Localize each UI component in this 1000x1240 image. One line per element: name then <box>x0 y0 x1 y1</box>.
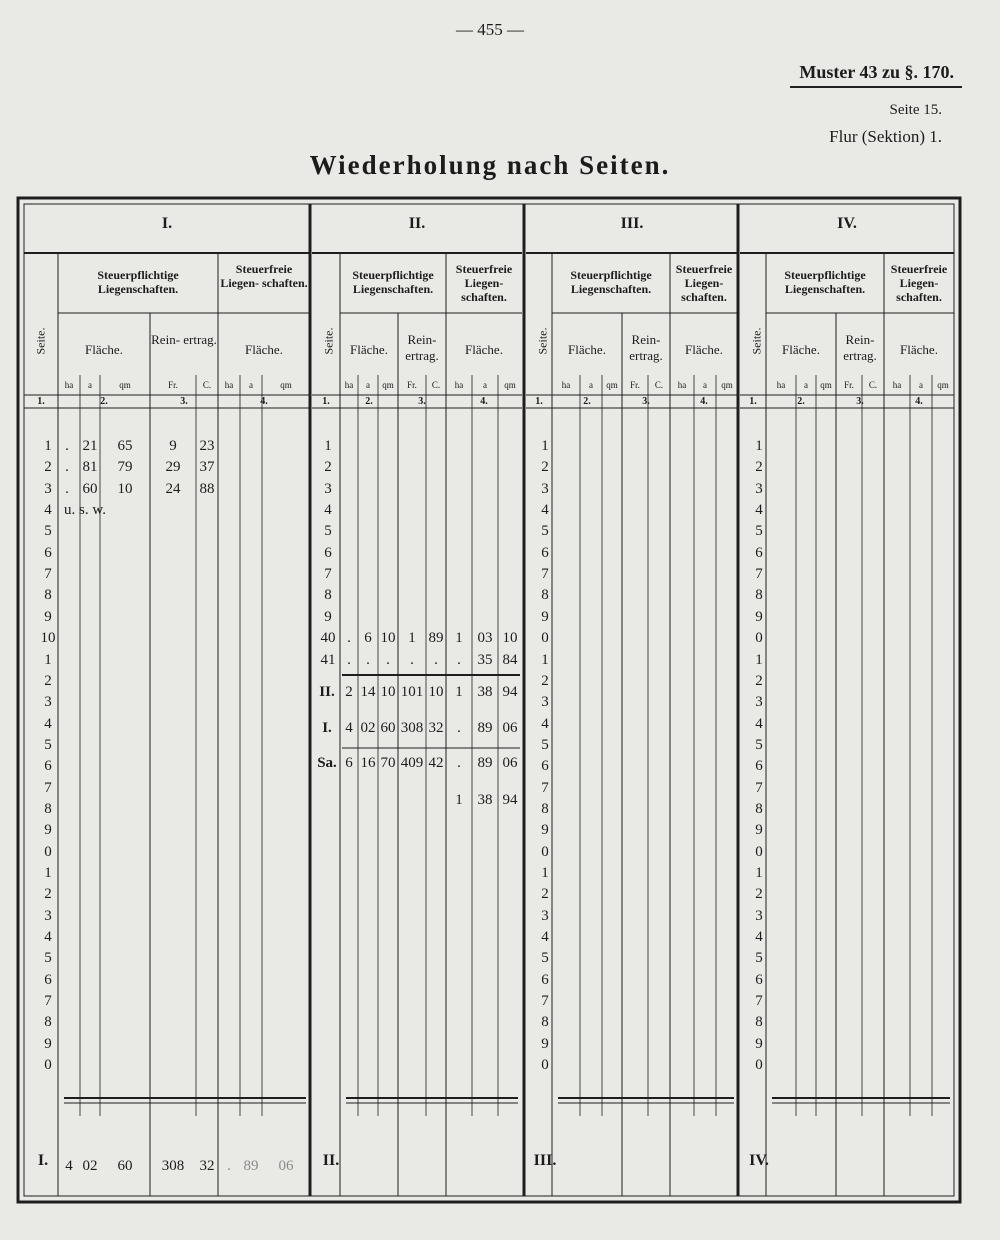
unit-a-2: a <box>366 380 370 390</box>
free-unit-qm-3: qm <box>721 380 733 390</box>
cell-c: 42 <box>428 755 444 771</box>
free-unit-qm-4: qm <box>937 380 949 390</box>
unit-c-4: C. <box>868 380 878 390</box>
cell-qm: 10 <box>117 480 133 497</box>
seite-number: 3 <box>324 480 332 497</box>
seite-number: 8 <box>324 587 332 604</box>
cell-free-qm: 10 <box>502 630 518 647</box>
steuerfreie-header-4: Steuerfreie Liegen- schaften. <box>890 262 948 304</box>
unit-ha-4: ha <box>776 380 786 390</box>
colno-3-4: 3. <box>856 396 864 407</box>
seite-number: 4 <box>44 715 52 732</box>
unit-ha-2: ha <box>344 380 354 390</box>
free-unit-ha-3: ha <box>677 380 687 390</box>
cell-free-a: 38 <box>477 792 493 808</box>
free-unit-qm-1: qm <box>280 380 292 390</box>
cell-ha: 6 <box>345 755 353 771</box>
form-reference: Muster 43 zu §. 170. <box>799 62 954 82</box>
cell-fr: 101 <box>400 684 424 700</box>
cell-a: 21 <box>82 438 98 454</box>
cell-a: 60 <box>82 480 98 497</box>
cell-free-ha: 1 <box>455 630 463 647</box>
cell-free-ha: . <box>457 651 461 668</box>
cell-a: . <box>366 651 370 668</box>
seite-header-2: Seite. <box>321 327 336 355</box>
seite-number: 0 <box>541 630 549 647</box>
cell-free-ha: . <box>457 755 461 771</box>
unit-qm-2: qm <box>382 380 394 390</box>
cell-c: 23 <box>199 438 215 454</box>
seite-number: 0 <box>44 1057 52 1074</box>
steuerfreie-header-3: Steuerfreie Liegen- schaften. <box>675 262 733 304</box>
unit-fr-2: Fr. <box>407 380 417 390</box>
cell-qm: 10 <box>380 630 396 647</box>
cell-a: 14 <box>360 684 376 700</box>
colno-2-3: 2. <box>583 396 591 407</box>
seite-number: 5 <box>755 523 763 540</box>
seite-number: 7 <box>755 779 763 796</box>
seite-number: 7 <box>541 993 549 1010</box>
colno-4-1: 4. <box>260 396 268 407</box>
unit-ha-1: ha <box>64 380 74 390</box>
cell-qm: 79 <box>117 459 133 476</box>
seite-number: 5 <box>541 523 549 540</box>
seite-number: 3 <box>541 907 549 924</box>
seite-number: 2 <box>755 672 763 689</box>
seite-header-3: Seite. <box>535 327 550 355</box>
seite-number: 9 <box>755 608 763 625</box>
seite-number: 8 <box>755 800 763 817</box>
total-fr: 308 <box>161 1158 185 1174</box>
cell-c: 37 <box>199 459 215 476</box>
steuerpflichtige-header-1: Steuerpflichtige Liegenschaften. <box>97 268 179 296</box>
seite-number: 5 <box>755 950 763 967</box>
colno-2-2: 2. <box>365 396 373 407</box>
reinertrag-header-2: Rein- ertrag. <box>405 332 439 363</box>
cell-c: 32 <box>428 720 444 736</box>
unit-qm-4: qm <box>820 380 832 390</box>
unit-ha-3: ha <box>561 380 571 390</box>
seite-number: 9 <box>541 822 549 839</box>
seite-number: 6 <box>755 758 763 775</box>
seite-number: 5 <box>44 523 52 540</box>
free-unit-ha-4: ha <box>892 380 902 390</box>
cell-free-ha: . <box>457 720 461 736</box>
seite-number: 9 <box>541 1035 549 1052</box>
cell-fr: . <box>410 651 414 668</box>
section-heading-2: II. <box>408 215 426 232</box>
colno-2-4: 2. <box>797 396 805 407</box>
seite-number: 0 <box>44 843 52 860</box>
seite-number: 4 <box>755 929 763 946</box>
seite-number: 7 <box>44 566 52 583</box>
cell-free-a: 38 <box>477 684 493 700</box>
reinertrag-header-4: Rein- ertrag. <box>843 332 877 363</box>
seite-number: 1 <box>324 438 332 454</box>
total-free-a: 89 <box>243 1158 259 1174</box>
page-title: Wiederholung nach Seiten. <box>309 150 671 180</box>
sum-label-sum_sa: Sa. <box>317 755 337 771</box>
cell-free-qm: 94 <box>502 792 518 808</box>
cell-a: 6 <box>364 630 372 647</box>
cell-qm: 65 <box>117 438 133 454</box>
seite-number: 9 <box>755 1035 763 1052</box>
seite-number: 40 <box>320 630 336 647</box>
seite-number: 1 <box>541 651 549 668</box>
reinertrag-header-3: Rein- ertrag. <box>629 332 663 363</box>
total-qm: 60 <box>117 1158 133 1174</box>
cell-ha: . <box>65 480 69 497</box>
cell-ha: 4 <box>345 720 353 736</box>
seite-number: 6 <box>44 544 52 561</box>
seite-number: 4 <box>541 715 549 732</box>
free-unit-qm-2: qm <box>504 380 516 390</box>
seite-number: 3 <box>44 480 52 497</box>
seite-number: 8 <box>44 800 52 817</box>
seite-number: 2 <box>44 672 52 689</box>
unit-c-3: C. <box>654 380 664 390</box>
seite-number: 8 <box>755 587 763 604</box>
colno-1-1: 1. <box>37 396 45 407</box>
seite-number: 6 <box>755 544 763 561</box>
free-unit-a-3: a <box>703 380 707 390</box>
seite-number: 7 <box>44 993 52 1010</box>
cell-free-qm: 06 <box>502 720 518 736</box>
sum-label-sum_i: I. <box>322 720 332 736</box>
seite-number: 8 <box>44 1014 52 1031</box>
colno-4-3: 4. <box>700 396 708 407</box>
seite-number: 10 <box>40 630 56 647</box>
seite-number: 3 <box>755 907 763 924</box>
seite-number: 1 <box>44 438 52 454</box>
seite-number: 8 <box>541 587 549 604</box>
cell-fr: 308 <box>400 720 424 736</box>
cell-qm: 60 <box>380 720 396 736</box>
cell-free-a: 35 <box>477 651 493 668</box>
seite-number: 9 <box>324 608 332 625</box>
seite-number: 7 <box>324 566 332 583</box>
total-free-qm: 06 <box>278 1158 294 1174</box>
steuerpflichtige-header-4: Steuerpflichtige Liegenschaften. <box>784 268 866 296</box>
steuerfreie-header-2: Steuerfreie Liegen- schaften. <box>455 262 513 304</box>
seite-number: 7 <box>755 566 763 583</box>
cell-ha: . <box>347 651 351 668</box>
seite-number: 1 <box>755 438 763 454</box>
seite-number: 2 <box>541 672 549 689</box>
cell-qm: 70 <box>380 755 396 771</box>
cell-c: 89 <box>428 630 444 647</box>
seite-number: 8 <box>541 1014 549 1031</box>
section-footer-2: II. <box>322 1152 340 1169</box>
unit-a-1: a <box>88 380 92 390</box>
sum-label-sum_ii: II. <box>319 684 335 700</box>
seite-number: 1 <box>755 865 763 881</box>
seite-number: 6 <box>541 971 549 988</box>
seite-number: 1 <box>541 438 549 454</box>
cell-fr: 409 <box>400 755 424 771</box>
colno-3-1: 3. <box>180 396 188 407</box>
seite-number: 1 <box>541 865 549 881</box>
colno-4-2: 4. <box>480 396 488 407</box>
seite-number: 2 <box>324 459 332 476</box>
free-unit-a-1: a <box>249 380 253 390</box>
usw-note: u. s. w. <box>64 502 106 519</box>
cell-c: 10 <box>428 684 444 700</box>
cell-free-qm: 06 <box>502 755 518 771</box>
unit-qm-1: qm <box>119 380 131 390</box>
section-heading-3: III. <box>620 215 644 232</box>
flaeche-header-3: Fläche. <box>568 342 606 357</box>
cell-free-a: 03 <box>477 630 493 647</box>
seite-number: 5 <box>44 736 52 753</box>
seite-number: 4 <box>541 929 549 946</box>
seite-number: 5 <box>44 950 52 967</box>
seite-number: 2 <box>44 886 52 903</box>
colno-2-1: 2. <box>100 396 108 407</box>
seite-number: 8 <box>755 1014 763 1031</box>
seite-number: 5 <box>541 950 549 967</box>
section-heading-1: I. <box>161 215 173 232</box>
free-flaeche-header-2: Fläche. <box>465 342 503 357</box>
seite-number: 7 <box>44 779 52 796</box>
seite-number: 3 <box>755 694 763 711</box>
seite-number: 2 <box>541 886 549 903</box>
seite-number: 0 <box>755 630 763 647</box>
seite-header-1: Seite. <box>33 327 48 355</box>
seite-number: 3 <box>541 480 549 497</box>
seite-number: 4 <box>44 929 52 946</box>
cell-c: . <box>434 651 438 668</box>
cell-free-ha: 1 <box>455 684 463 700</box>
cell-ha: 2 <box>345 684 353 700</box>
cell-qm: 10 <box>380 684 396 700</box>
steuerpflichtige-header-2: Steuerpflichtige Liegenschaften. <box>352 268 434 296</box>
seite-number: 0 <box>755 843 763 860</box>
seite-number: 4 <box>44 502 52 519</box>
cell-fr: 29 <box>165 459 181 476</box>
cell-free-qm: 94 <box>502 684 518 700</box>
section-footer-3: III. <box>533 1152 557 1169</box>
seite-reference: Seite 15. <box>889 102 942 118</box>
seite-number: 6 <box>324 544 332 561</box>
colno-3-3: 3. <box>642 396 650 407</box>
seite-number: 9 <box>755 822 763 839</box>
seite-number: 3 <box>541 694 549 711</box>
cell-ha: . <box>347 630 351 647</box>
unit-a-4: a <box>804 380 808 390</box>
free-flaeche-header-4: Fläche. <box>900 342 938 357</box>
seite-number: 2 <box>755 459 763 476</box>
seite-number: 8 <box>44 587 52 604</box>
cell-free-a: 89 <box>477 755 493 771</box>
unit-fr-1: Fr. <box>168 380 178 390</box>
seite-number: 1 <box>755 651 763 668</box>
section-footer-1: I. <box>37 1152 49 1169</box>
seite-number: 6 <box>541 758 549 775</box>
seite-number: 9 <box>44 608 52 625</box>
cell-a: 02 <box>360 720 376 736</box>
flaeche-header-1: Fläche. <box>85 342 123 357</box>
seite-header-4: Seite. <box>749 327 764 355</box>
seite-number: 0 <box>541 1057 549 1074</box>
seite-number: 1 <box>44 651 52 668</box>
colno-4-4: 4. <box>915 396 923 407</box>
seite-number: 4 <box>541 502 549 519</box>
free-unit-ha-2: ha <box>454 380 464 390</box>
total-free-ha: . <box>227 1158 231 1174</box>
colno-1-2: 1. <box>322 396 330 407</box>
seite-number: 2 <box>44 459 52 476</box>
section-heading-4: IV. <box>837 215 857 232</box>
cell-a: 81 <box>82 459 98 476</box>
cell-ha: . <box>65 459 69 476</box>
seite-number: 1 <box>44 865 52 881</box>
free-flaeche-header-1: Fläche. <box>245 342 283 357</box>
seite-number: 3 <box>44 694 52 711</box>
seite-number: 4 <box>324 502 332 519</box>
seite-number: 9 <box>44 822 52 839</box>
reinertrag-header-1: Rein- ertrag. <box>151 332 217 347</box>
cell-qm: . <box>386 651 390 668</box>
free-unit-a-4: a <box>919 380 923 390</box>
seite-number: 7 <box>755 993 763 1010</box>
seite-number: 0 <box>755 1057 763 1074</box>
steuerfreie-header-1: Steuerfreie Liegen- schaften. <box>220 262 308 290</box>
seite-number: 3 <box>755 480 763 497</box>
seite-number: 5 <box>541 736 549 753</box>
seite-number: 2 <box>541 459 549 476</box>
unit-qm-3: qm <box>606 380 618 390</box>
cell-free-qm: 84 <box>502 651 518 668</box>
unit-fr-4: Fr. <box>844 380 854 390</box>
seite-number: 7 <box>541 566 549 583</box>
cell-fr: 24 <box>165 480 181 497</box>
unit-fr-3: Fr. <box>630 380 640 390</box>
seite-number: 41 <box>320 651 336 668</box>
total-c: 32 <box>199 1158 215 1174</box>
total-a: 02 <box>82 1158 98 1174</box>
free-unit-ha-1: ha <box>224 380 234 390</box>
seite-number: 7 <box>541 779 549 796</box>
total-ha: 4 <box>65 1158 73 1174</box>
page-number: — 455 — <box>456 20 524 39</box>
seite-number: 9 <box>541 608 549 625</box>
seite-number: 5 <box>324 523 332 540</box>
seite-number: 6 <box>44 971 52 988</box>
cell-free-ha: 1 <box>455 792 463 808</box>
cell-free-a: 89 <box>477 720 493 736</box>
free-unit-a-2: a <box>483 380 487 390</box>
seite-number: 4 <box>755 715 763 732</box>
steuerpflichtige-header-3: Steuerpflichtige Liegenschaften. <box>570 268 652 296</box>
seite-number: 6 <box>44 758 52 775</box>
flur-reference: Flur (Sektion) 1. <box>829 127 942 146</box>
free-flaeche-header-3: Fläche. <box>685 342 723 357</box>
colno-1-3: 1. <box>535 396 543 407</box>
seite-number: 5 <box>755 736 763 753</box>
seite-number: 6 <box>755 971 763 988</box>
seite-number: 2 <box>755 886 763 903</box>
seite-number: 4 <box>755 502 763 519</box>
cell-c: 88 <box>199 480 215 497</box>
cell-a: 16 <box>360 755 376 771</box>
flaeche-header-4: Fläche. <box>782 342 820 357</box>
seite-number: 9 <box>44 1035 52 1052</box>
cell-fr: 9 <box>169 438 177 454</box>
unit-c-1: C. <box>202 380 212 390</box>
colno-3-2: 3. <box>418 396 426 407</box>
seite-number: 3 <box>44 907 52 924</box>
colno-1-4: 1. <box>749 396 757 407</box>
cell-fr: 1 <box>408 630 416 647</box>
section-footer-4: IV. <box>749 1152 769 1169</box>
flaeche-header-2: Fläche. <box>350 342 388 357</box>
unit-a-3: a <box>589 380 593 390</box>
seite-number: 6 <box>541 544 549 561</box>
unit-c-2: C. <box>431 380 441 390</box>
seite-number: 8 <box>541 800 549 817</box>
seite-number: 0 <box>541 843 549 860</box>
cell-ha: . <box>65 438 69 454</box>
